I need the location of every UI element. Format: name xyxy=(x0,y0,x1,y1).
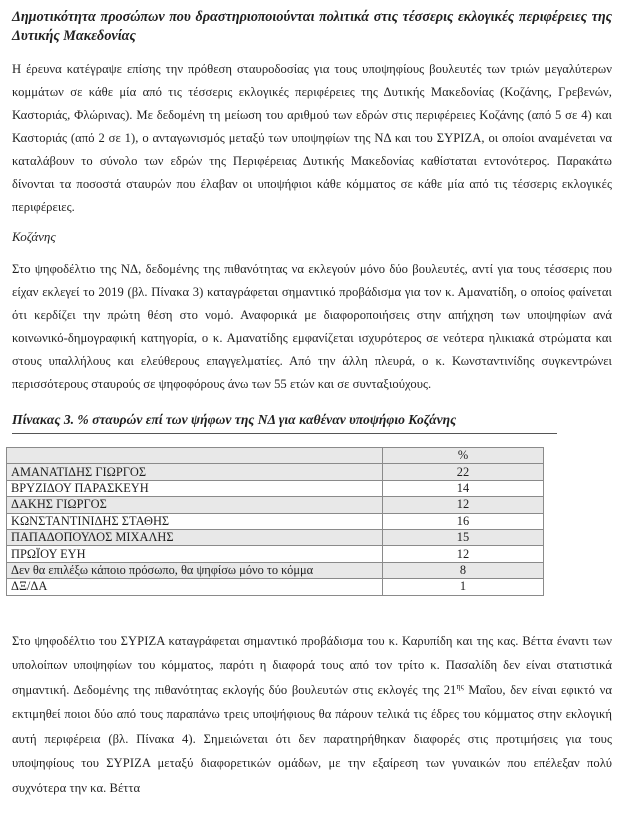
syriza-text-part-2: Μαΐου, δεν είναι εφικτό να εκτιμηθεί ποιοι δύο από τους παραπάνω τρεις υποψήφιους θα πάρουν τελικά τις έδρες του κόμματος στην εκλογική αυτή περιφέρεια (βλ. Πίνακα 4). Σημειώνεται ότι δεν παρατηρήθηκαν διαφορές στις προτιμήσεις για τους υποψηφίους του ΣΥΡΙΖΑ μεταξύ διαφορετικών ομάδων, με την εξαίρεση των γυναικών που επέλεξαν πολύ συχνότερα την κα. Βέττα xyxy=(12,682,612,795)
candidate-percent-cell: 22 xyxy=(383,464,544,480)
candidate-percent-cell: 15 xyxy=(383,529,544,545)
syriza-text-part-1: Στο ψηφοδέλτιο του ΣΥΡΙΖΑ καταγράφεται σημαντικό προβάδισμα του κ. Καρυπίδη και της κας. Βέττα έναντι των υπολοίπων υποψηφίων του κόμματος, παρότι η διαφορά τους από τον τρίτο κ. Πασαλίδη δεν είναι στατιστικά σημαντική. Δεδομένης της πιθανότητας εκλογής δύο βουλευτών στις εκλογές της 21 xyxy=(12,633,612,697)
table-row xyxy=(7,546,544,562)
candidate-name-cell: ΒΡΥΖΙΔΟΥ ΠΑΡΑΣΚΕΥΗ xyxy=(7,480,383,496)
candidate-percent-cell: 12 xyxy=(383,546,544,562)
intro-paragraph: Η έρευνα κατέγραψε επίσης την πρόθεση σταυροδοσίας για τους υποψηφίους βουλευτές των τριών μεγαλύτερων κομμάτων σε κάθε μία από τις τέσσερις εκλογικές περιφέρειες της Δυτικής Μακεδονίας (Κοζάνης, Γρεβενών, Καστοριάς, Φλώρινας). Με δεδομένη τη μείωση του αριθμού των εδρών στις περιφέρειες Κοζάνης (από 5 σε 4) και Καστοριάς (από 2 σε 1), ο ανταγωνισμός μεταξύ των υποψηφίων της ΝΔ και του ΣΥΡΙΖΑ, οι οποίοι αναμένεται να καταλάβουν το σύνολο των εδρών της Περιφέρειας Δυτικής Μακεδονίας καθίσταται εντονότερος. Παρακάτω δίνονται τα ποσοστά σταυρών που έλαβαν οι υποψήφιοι κάθε κόμματος σε κάθε μία από τις τέσσερις εκλογικές περιφέρειες. xyxy=(12,62,612,214)
candidate-name-cell: ΔΑΚΗΣ ΓΙΩΡΓΟΣ xyxy=(7,497,383,513)
table-header-row xyxy=(7,448,544,464)
document-page xyxy=(12,8,612,800)
table-row xyxy=(7,497,544,513)
candidate-name-cell: ΠΑΠΑΔΟΠΟΥΛΟΣ ΜΙΧΑΛΗΣ xyxy=(7,529,383,545)
section-heading: Δημοτικότητα προσώπων που δραστηριοποιούνται πολιτικά στις τέσσερις εκλογικές περιφέρειες της Δυτικής Μακεδονίας xyxy=(12,9,612,44)
candidate-percent-cell: 8 xyxy=(383,562,544,578)
nd-paragraph: Στο ψηφοδέλτιο της ΝΔ, δεδομένης της πιθανότητας να εκλεγούν μόνο δύο βουλευτές, αντί για τους τέσσερις που είχαν εκλεγεί το 2019 (βλ. Πίνακα 3) καταγράφεται σημαντικό προβάδισμα για τον κ. Αμανατίδη, ο οποίος φαίνεται ότι κερδίζει την πρώτη θέση στο νομό. Αναφορικά με διαφοροποιήσεις στην απήχηση των υποψηφίων ανά κοινωνικό-δημογραφική κατηγορία, ο κ. Αμανατίδης εμφανίζεται ισχυρότερος σε νεότερα ηλικιακά στρώματα και στους υπαλλήλους και ελεύθερους επαγγελματίες. Από την άλλη πλευρά, ο κ. Κωνσταντινίδης συγκεντρώνει περισσότερους σταυρούς σε ψηφοφόρους άνω των 55 ετών και σε συνταξιούχους. xyxy=(12,262,612,391)
candidate-percent-cell: 14 xyxy=(383,480,544,496)
candidate-percent-cell: 16 xyxy=(383,513,544,529)
table-row xyxy=(7,562,544,578)
title-rule xyxy=(12,433,557,434)
table-row xyxy=(7,464,544,480)
candidate-name-cell: ΑΜΑΝΑΤΙΔΗΣ ΓΙΩΡΓΟΣ xyxy=(7,464,383,480)
candidate-name-cell: ΔΞ/ΔΑ xyxy=(7,579,383,595)
candidate-percent-cell: 1 xyxy=(383,579,544,595)
candidates-table xyxy=(6,447,544,596)
syriza-paragraph xyxy=(12,629,612,801)
candidate-name-cell: ΚΩΝΣΤΑΝΤΙΝΙΔΗΣ ΣΤΑΘΗΣ xyxy=(7,513,383,529)
table-row xyxy=(7,529,544,545)
table-row xyxy=(7,513,544,529)
ordinal-suffix: ης xyxy=(456,681,464,691)
candidate-percent-cell: 12 xyxy=(383,497,544,513)
subheading-kozani: Κοζάνης xyxy=(12,229,56,244)
header-percent-cell: % xyxy=(383,448,544,464)
table-row xyxy=(7,579,544,595)
candidate-name-cell: Δεν θα επιλέξω κάποιο πρόσωπο, θα ψηφίσω μόνο το κόμμα xyxy=(7,562,383,578)
table-title: Πίνακας 3. % σταυρών επί των ψήφων της ΝΔ για καθέναν υποψήφιο Κοζάνης xyxy=(12,412,457,427)
candidate-name-cell: ΠΡΩΪΟΥ ΕΥΗ xyxy=(7,546,383,562)
header-name-cell xyxy=(7,448,383,464)
table-row xyxy=(7,480,544,496)
